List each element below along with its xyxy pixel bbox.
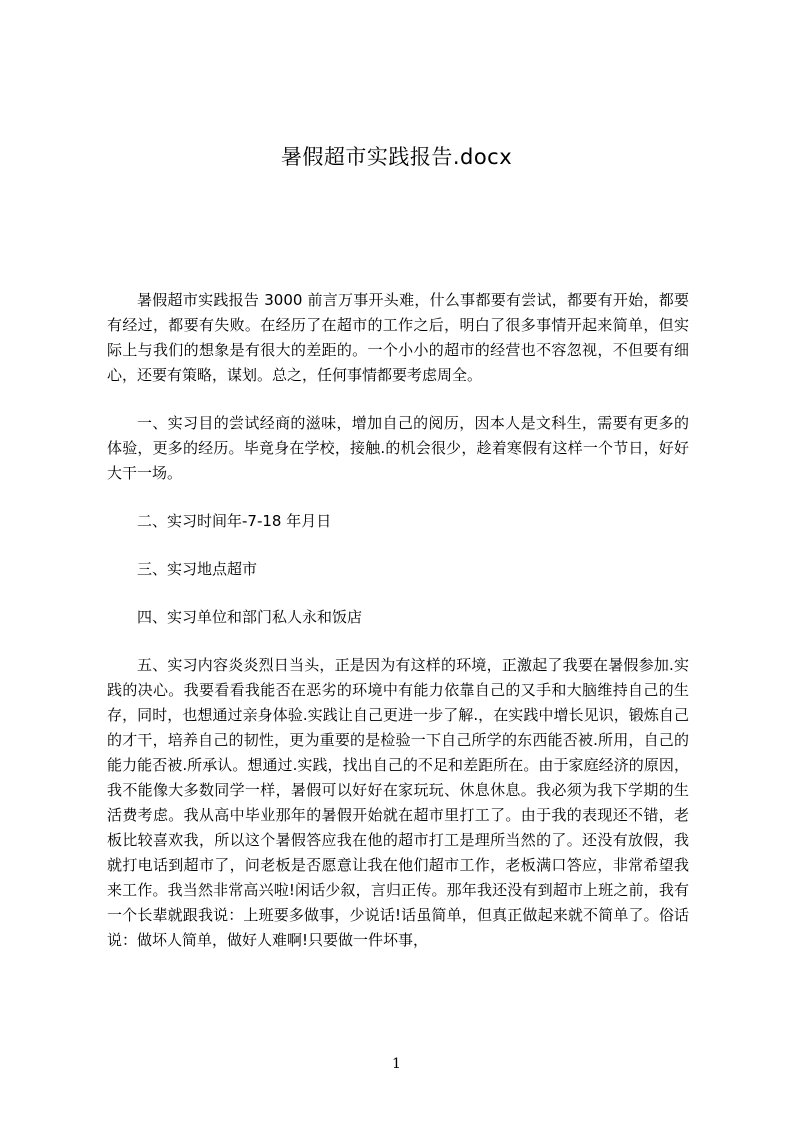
- page-number: 1: [392, 1056, 401, 1072]
- paragraph-section-3-location: 三、实习地点超市: [137, 560, 258, 578]
- paragraph-section-5-content: 五、实习内容炎炎烈日当头，正是因为有这样的环境，正激起了我要在暑假参加.实践的决心。我要看看我能否在恶劣的环境中有能力依靠自己的又手和大脑维持自己的生存，同时，也想通过亲身体验.实践让自己更进一步了解.，在实践中增长见识，锻炼自己的才干，培养自己的韧性，更为重要的是检验一下自己所学的东西能否被.所用，自己的能力能否被.所承认。想通过.实践，找出自己的不足和差距所在。由于家庭经济的原因，我不能像大多数同学一样，暑假可以好好在家玩玩、休息休息。我必须为我下学期的生活费考虑。我从高中毕业那年的暑假开始就在超市里打工了。由于我的表现还不错，老板比较喜欢我，所以这个暑假答应我在他的超市打工是理所当然的了。还没有放假，我就打电话到超市了，问老板是否愿意让我在他们超市工作，老板满口答应，非常希望我来工作。我当然非常高兴啦!闲话少叙，言归正传。那年我还没有到超市上班之前，我有一个长辈就跟我说：上班要多做事，少说话!话虽简单，但真正做起来就不简单了。俗话说：做坏人简单，做好人难啊!只要做一件坏事，: [107, 656, 689, 949]
- document-title: 暑假超市实践报告.docx: [280, 145, 513, 169]
- paragraph-section-1-purpose: 一、实习目的尝试经商的滋味，增加自己的阅历，因本人是文科生，需要有更多的体验，更多的经历。毕竟身在学校，接触.的机会很少，趁着寒假有这样一个节日，好好大干一场。: [107, 414, 689, 482]
- document-body: [107, 288, 689, 976]
- paragraph-section-2-time: 二、实习时间年-7-18 年月日: [137, 512, 332, 530]
- paragraph-section-4-unit: 四、实习单位和部门私人永和饭店: [137, 608, 363, 626]
- paragraph-preface: 暑假超市实践报告 3000 前言万事开头难，什么事都要有尝试，都要有开始，都要有经过，都要有失败。在经历了在超市的工作之后，明白了很多事情开起来简单，但实际上与我们的想象是有很大的差距的。一个小小的超市的经营也不容忽视，不但要有细心，还要有策略，谋划。总之，任何事情都要考虑周全。: [107, 291, 689, 384]
